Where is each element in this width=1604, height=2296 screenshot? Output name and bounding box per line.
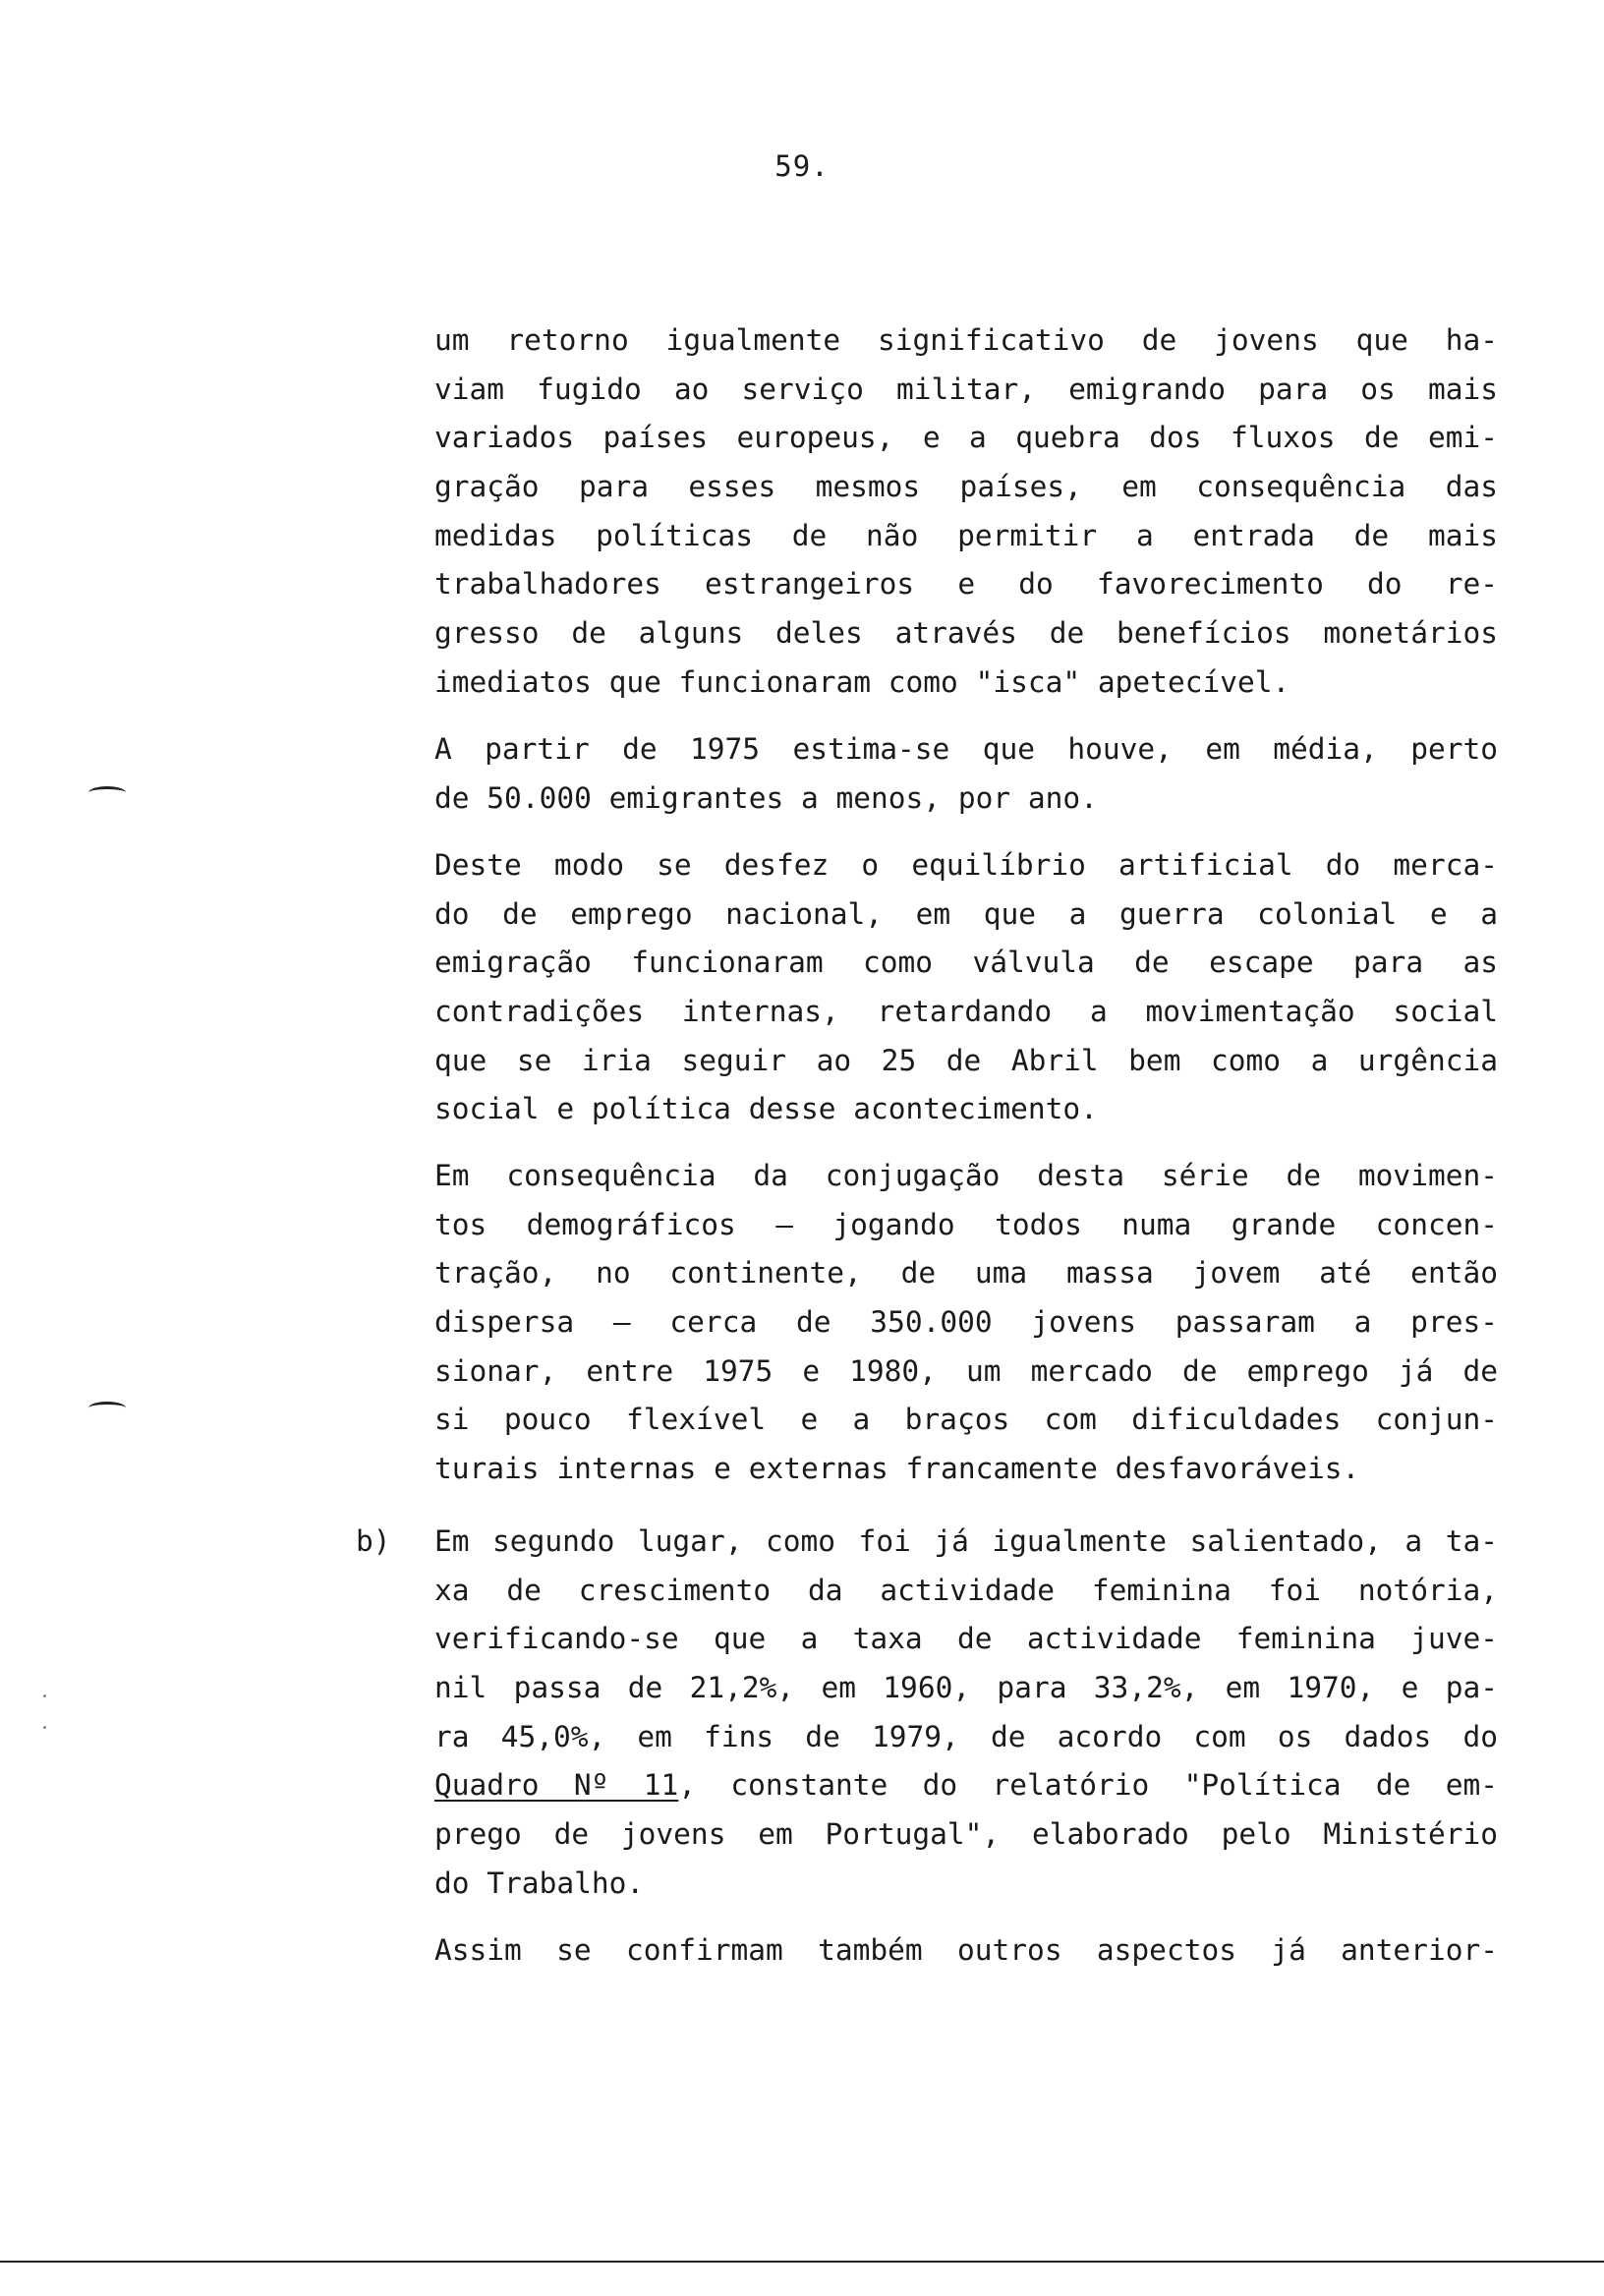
text-line: imediatos que funcionaram como "isca" apetecível. — [434, 664, 1290, 699]
text-line: do de emprego nacional, em que a guerra colonial e a — [434, 896, 1498, 931]
scan-speck — [43, 1726, 46, 1729]
text-line: nil passa de 21,2%, em 1960, para 33,2%, em 1970, e pa- — [434, 1671, 1498, 1705]
text-line: sionar, entre 1975 e 1980, um mercado de emprego já de — [434, 1353, 1498, 1388]
margin-mark — [88, 786, 126, 799]
text-line: Em consequência da conjugação desta série de movimen- — [434, 1159, 1498, 1192]
paragraph-1 — [434, 316, 1498, 708]
text-line: prego de jovens em Portugal", elaborado pelo Ministério — [434, 1817, 1498, 1852]
text-line: de 50.000 emigrantes a menos, por ano. — [434, 780, 1098, 815]
text-line: trabalhadores estrangeiros e do favorecimento do re- — [434, 567, 1498, 602]
text-line-rest: , constante do relatório "Política de em- — [678, 1768, 1498, 1803]
text-line: do Trabalho. — [434, 1866, 645, 1900]
text-line: gresso de alguns deles através de benefícios monetários — [434, 616, 1498, 651]
text-line: Deste modo se desfez o equilíbrio artificial do merca- — [434, 848, 1498, 882]
paragraph-4 — [434, 1152, 1498, 1494]
text-line: gração para esses mesmos países, em consequência das — [434, 470, 1498, 504]
paragraph-3 — [434, 841, 1498, 1134]
text-line: verificando-se que a taxa de actividade feminina juve- — [434, 1622, 1498, 1656]
scan-speck — [43, 1694, 46, 1697]
text-line: que se iria seguir ao 25 de Abril bem como a urgência — [434, 1043, 1498, 1077]
text-line: xa de crescimento da actividade feminina foi notória, — [434, 1573, 1498, 1607]
paragraph-6 — [434, 1926, 1498, 1976]
table-reference: Quadro Nº 11 — [434, 1768, 679, 1803]
list-label-b: b) — [356, 1524, 391, 1558]
page-number: 59. — [774, 149, 830, 183]
text-line: Em segundo lugar, como foi já igualmente salientado, a ta- — [434, 1524, 1498, 1558]
paragraph-5 — [434, 1518, 1498, 1909]
text-line: um retorno igualmente significativo de jovens que ha- — [434, 323, 1498, 357]
margin-mark — [88, 1402, 126, 1414]
text-line: social e política desse acontecimento. — [434, 1092, 1098, 1126]
text-line: emigração funcionaram como válvula de escape para as — [434, 946, 1498, 980]
text-line: contradições internas, retardando a movimentação social — [434, 995, 1498, 1029]
bottom-rule — [0, 2261, 1604, 2263]
text-line: viam fugido ao serviço militar, emigrando para os mais — [434, 372, 1498, 406]
text-line: turais internas e externas francamente desfavoráveis. — [434, 1452, 1360, 1486]
text-line: tos demográficos — jogando todos numa grande concen- — [434, 1207, 1498, 1241]
text-line: variados países europeus, e a quebra dos fluxos de emi- — [434, 421, 1498, 455]
text-line: medidas políticas de não permitir a entrada de mais — [434, 518, 1498, 552]
text-line: Assim se confirmam também outros aspectos já anterior- — [434, 1933, 1498, 1967]
text-line: si pouco flexível e a braços com dificuldades conjun- — [434, 1403, 1498, 1437]
paragraph-2 — [434, 725, 1498, 823]
text-line: dispersa — cerca de 350.000 jovens passaram a pres- — [434, 1305, 1498, 1340]
text-line: ra 45,0%, em fins de 1979, de acordo com os dados do — [434, 1719, 1498, 1753]
text-line: A partir de 1975 estima-se que houve, em média, perto — [434, 732, 1498, 766]
text-line: tração, no continente, de uma massa jovem até então — [434, 1256, 1498, 1291]
text-line-with-reference — [434, 1761, 1498, 1810]
